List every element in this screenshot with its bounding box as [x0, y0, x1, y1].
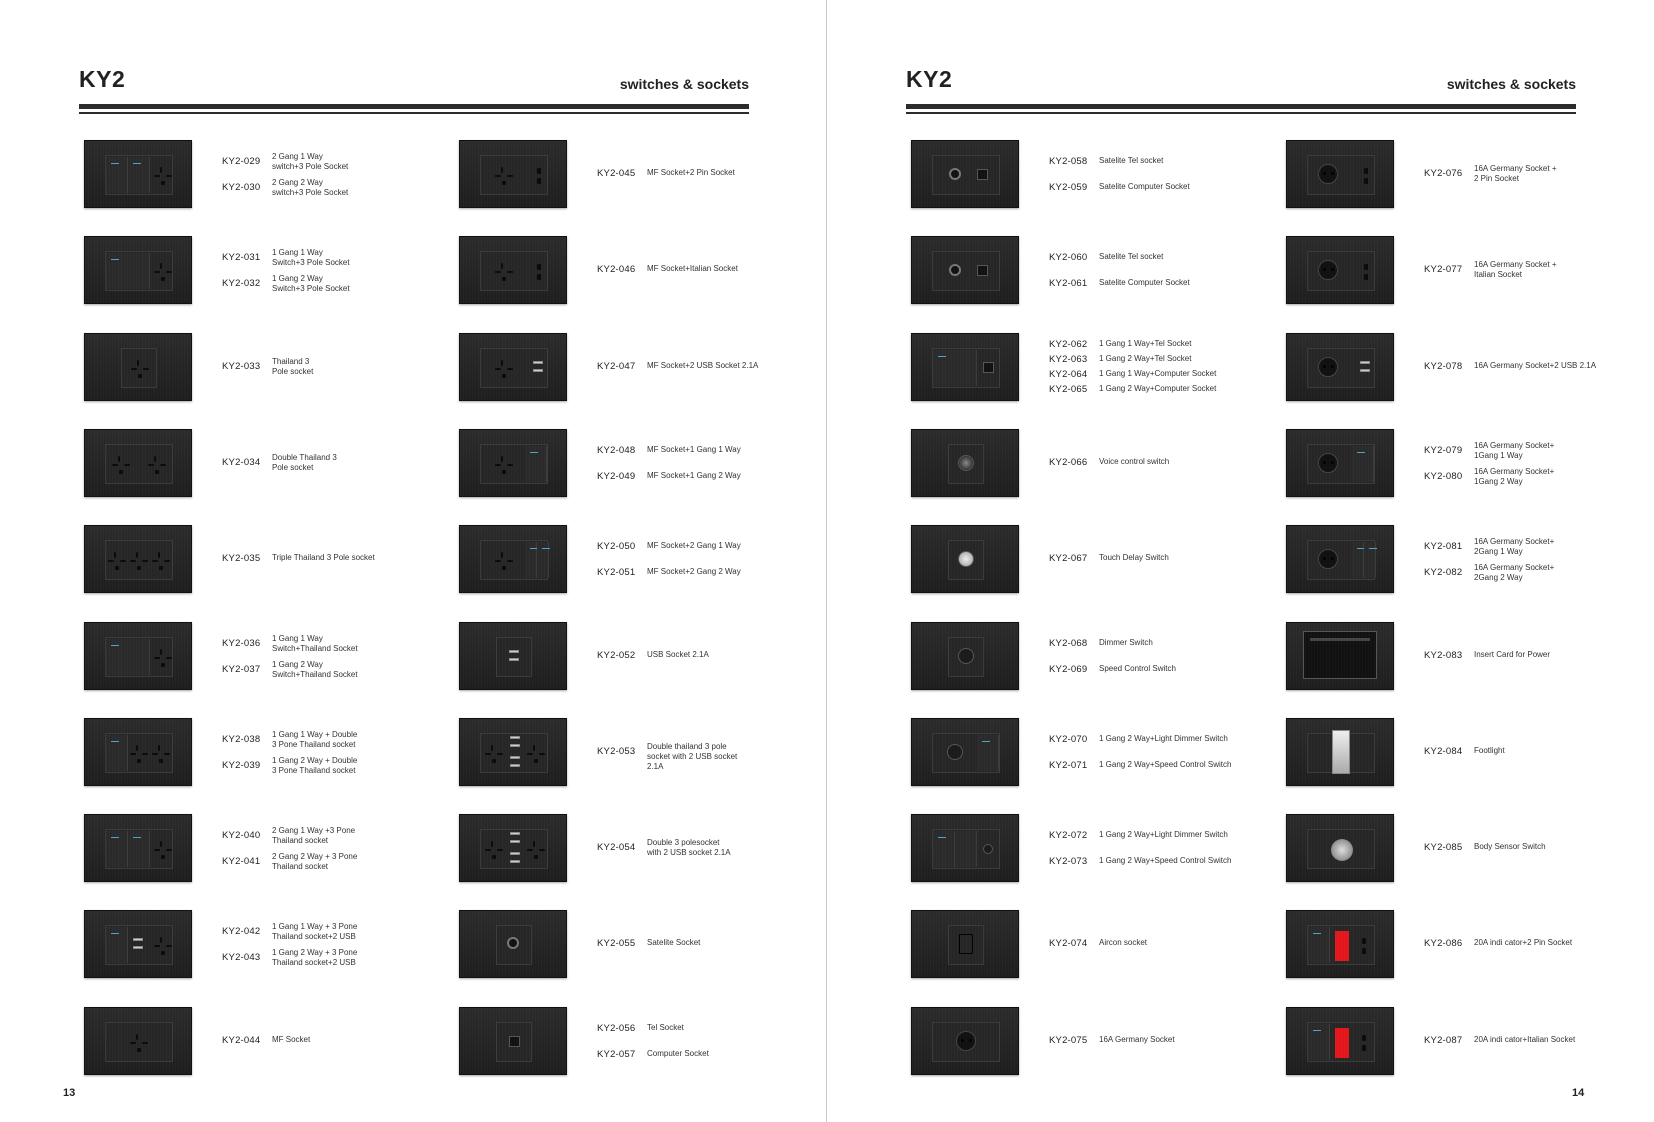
product-item — [84, 814, 424, 882]
header-rule-thin — [79, 112, 749, 114]
product-item — [84, 910, 424, 978]
product-description: MF Socket+2 Gang 1 Way — [647, 541, 741, 550]
product-item — [911, 718, 1251, 786]
product-row — [597, 471, 787, 482]
product-row — [1424, 842, 1614, 853]
product-item — [459, 429, 799, 497]
product-code: KY2-074 — [1049, 938, 1088, 949]
product-image — [84, 140, 192, 208]
product-item — [1286, 622, 1626, 690]
product-item — [459, 525, 799, 593]
product-item — [911, 333, 1251, 401]
product-code: KY2-041 — [222, 856, 261, 867]
product-image — [459, 333, 567, 401]
product-row — [597, 567, 787, 578]
product-description: MF Socket+2 Pin Socket — [647, 168, 735, 177]
product-item — [1286, 429, 1626, 497]
product-description: Computer Socket — [647, 1049, 709, 1058]
product-code: KY2-029 — [222, 156, 261, 167]
product-row — [222, 922, 412, 942]
product-row — [1049, 938, 1239, 949]
product-image — [911, 814, 1019, 882]
product-item — [911, 814, 1251, 882]
product-description: 1 Gang 1 Way + Double 3 Pone Thailand socket — [272, 730, 358, 749]
product-item — [459, 718, 799, 786]
product-description: 20A indi cator+2 Pin Socket — [1474, 938, 1573, 947]
product-row — [222, 852, 412, 872]
product-description: 1 Gang 2 Way+Computer Socket — [1099, 384, 1217, 393]
product-row — [597, 541, 787, 552]
product-description: 16A Germany Socket + 2 Pin Socket — [1474, 164, 1557, 183]
product-item — [911, 1007, 1251, 1075]
product-row — [1049, 252, 1239, 263]
product-description: Satelite Computer Socket — [1099, 278, 1190, 287]
product-code: KY2-066 — [1049, 457, 1088, 468]
product-description: 1 Gang 2 Way + 3 Pone Thailand socket+2 USB — [272, 948, 358, 967]
product-description: 1 Gang 2 Way+Speed Control Switch — [1099, 856, 1232, 865]
product-item — [1286, 236, 1626, 304]
product-code: KY2-039 — [222, 760, 261, 771]
product-row — [1424, 563, 1614, 583]
product-image — [911, 622, 1019, 690]
product-row — [1424, 260, 1614, 280]
product-description: Satelite Tel socket — [1099, 252, 1164, 261]
product-image — [84, 333, 192, 401]
product-image — [459, 236, 567, 304]
product-description: Aircon socket — [1099, 938, 1148, 947]
product-code: KY2-061 — [1049, 278, 1088, 289]
product-item — [911, 910, 1251, 978]
product-code: KY2-054 — [597, 842, 636, 853]
product-item — [459, 622, 799, 690]
product-item — [459, 333, 799, 401]
product-row — [222, 730, 412, 750]
product-image — [1286, 140, 1394, 208]
product-row — [597, 938, 787, 949]
product-description: Double Thailand 3 Pole socket — [272, 453, 337, 472]
product-description: Double thailand 3 pole socket with 2 USB socket 2.1A — [647, 742, 738, 771]
header-rule — [906, 104, 1576, 109]
product-code: KY2-087 — [1424, 1035, 1463, 1046]
product-code: KY2-030 — [222, 182, 261, 193]
product-row — [222, 634, 412, 654]
product-description: Satelite Tel socket — [1099, 156, 1164, 165]
product-description: Triple Thailand 3 Pole socket — [272, 553, 375, 562]
product-row — [1424, 164, 1614, 184]
product-description: 1 Gang 2 Way Switch+Thailand Socket — [272, 660, 358, 679]
product-row — [222, 948, 412, 968]
product-image — [911, 1007, 1019, 1075]
product-code: KY2-086 — [1424, 938, 1463, 949]
product-description: Insert Card for Power — [1474, 650, 1551, 659]
product-item — [1286, 1007, 1626, 1075]
product-row — [1424, 650, 1614, 661]
product-code: KY2-035 — [222, 553, 261, 564]
product-image — [84, 718, 192, 786]
page-number: 13 — [63, 1087, 76, 1099]
product-code: KY2-050 — [597, 541, 636, 552]
product-image — [911, 718, 1019, 786]
page-right — [827, 0, 1654, 1122]
product-item — [459, 236, 799, 304]
product-code: KY2-045 — [597, 168, 636, 179]
product-code: KY2-070 — [1049, 734, 1088, 745]
product-code: KY2-059 — [1049, 182, 1088, 193]
product-code: KY2-072 — [1049, 830, 1088, 841]
product-description: 1 Gang 2 Way+Tel Socket — [1099, 354, 1192, 363]
product-item — [84, 718, 424, 786]
product-row — [222, 1035, 412, 1046]
product-description: Voice control switch — [1099, 457, 1170, 466]
product-description: 16A Germany Socket + Italian Socket — [1474, 260, 1557, 279]
product-code: KY2-036 — [222, 638, 261, 649]
product-description: 2 Gang 1 Way +3 Pone Thailand socket — [272, 826, 356, 845]
product-row — [1049, 354, 1239, 365]
product-image — [911, 525, 1019, 593]
product-description: 16A Germany Socket+ 2Gang 2 Way — [1474, 563, 1555, 582]
product-item — [459, 140, 799, 208]
header-rule-thin — [906, 112, 1576, 114]
product-item — [459, 910, 799, 978]
product-row — [222, 274, 412, 294]
product-description: 2 Gang 2 Way switch+3 Pole Socket — [272, 178, 349, 197]
product-code: KY2-052 — [597, 650, 636, 661]
product-description: 16A Germany Socket+ 2Gang 1 Way — [1474, 537, 1555, 556]
product-row — [1424, 537, 1614, 557]
product-item — [1286, 718, 1626, 786]
product-description: 1 Gang 2 Way + Double 3 Pone Thailand socket — [272, 756, 358, 775]
product-description: Touch Delay Switch — [1099, 553, 1169, 562]
product-item — [84, 429, 424, 497]
product-row — [222, 553, 412, 564]
product-item — [84, 525, 424, 593]
product-row — [1424, 467, 1614, 487]
product-code: KY2-078 — [1424, 361, 1463, 372]
product-row — [1049, 278, 1239, 289]
product-code: KY2-040 — [222, 830, 261, 841]
brand-title: KY2 — [906, 66, 953, 92]
product-row — [222, 357, 412, 377]
product-item — [84, 333, 424, 401]
product-row — [597, 264, 787, 275]
product-code: KY2-047 — [597, 361, 636, 372]
product-code: KY2-048 — [597, 445, 636, 456]
product-code: KY2-034 — [222, 457, 261, 468]
product-row — [1424, 361, 1614, 372]
product-row — [222, 152, 412, 172]
product-description: Thailand 3 Pole socket — [272, 357, 314, 376]
product-row — [222, 248, 412, 268]
product-code: KY2-062 — [1049, 339, 1088, 350]
product-description: 2 Gang 2 Way + 3 Pone Thailand socket — [272, 852, 358, 871]
product-row — [597, 742, 787, 772]
product-description: 1 Gang 1 Way Switch+Thailand Socket — [272, 634, 358, 653]
product-row — [1424, 441, 1614, 461]
product-code: KY2-056 — [597, 1023, 636, 1034]
product-description: 2 Gang 1 Way switch+3 Pole Socket — [272, 152, 349, 171]
product-image — [459, 622, 567, 690]
product-code: KY2-075 — [1049, 1035, 1088, 1046]
product-description: MF Socket+2 Gang 2 Way — [647, 567, 741, 576]
product-code: KY2-046 — [597, 264, 636, 275]
product-description: Body Sensor Switch — [1474, 842, 1546, 851]
product-row — [222, 660, 412, 680]
product-description: MF Socket+2 USB Socket 2.1A — [647, 361, 759, 370]
product-row — [1049, 553, 1239, 564]
product-image — [1286, 718, 1394, 786]
product-item — [459, 814, 799, 882]
product-code: KY2-038 — [222, 734, 261, 745]
product-row — [597, 838, 787, 858]
product-image — [84, 525, 192, 593]
product-image — [459, 814, 567, 882]
product-code: KY2-067 — [1049, 553, 1088, 564]
product-row — [1049, 856, 1239, 867]
product-row — [597, 168, 787, 179]
product-item — [1286, 525, 1626, 593]
section-title: switches & sockets — [619, 76, 749, 92]
product-code: KY2-043 — [222, 952, 261, 963]
product-row — [1424, 746, 1614, 757]
product-image — [911, 140, 1019, 208]
product-row — [597, 650, 787, 661]
header-rule — [79, 104, 749, 109]
product-row — [1049, 734, 1239, 745]
product-description: MF Socket — [272, 1035, 311, 1044]
product-item — [911, 140, 1251, 208]
product-row — [1049, 156, 1239, 167]
product-image — [911, 910, 1019, 978]
product-code: KY2-073 — [1049, 856, 1088, 867]
product-item — [84, 622, 424, 690]
product-code: KY2-049 — [597, 471, 636, 482]
product-image — [459, 1007, 567, 1075]
product-code: KY2-069 — [1049, 664, 1088, 675]
product-code: KY2-044 — [222, 1035, 261, 1046]
product-item — [84, 236, 424, 304]
product-description: MF Socket+1 Gang 1 Way — [647, 445, 741, 454]
product-image — [459, 910, 567, 978]
product-description: 20A indi cator+Italian Socket — [1474, 1035, 1576, 1044]
product-item — [1286, 814, 1626, 882]
product-image — [1286, 910, 1394, 978]
product-row — [1049, 1035, 1239, 1046]
product-description: Tel Socket — [647, 1023, 684, 1032]
product-image — [84, 1007, 192, 1075]
product-image — [459, 140, 567, 208]
product-description: Footlight — [1474, 746, 1505, 755]
product-image — [459, 718, 567, 786]
product-code: KY2-058 — [1049, 156, 1088, 167]
product-image — [84, 622, 192, 690]
product-image — [1286, 525, 1394, 593]
product-row — [1049, 457, 1239, 468]
product-image — [459, 525, 567, 593]
product-row — [222, 453, 412, 473]
product-image — [459, 429, 567, 497]
product-description: USB Socket 2.1A — [647, 650, 709, 659]
product-code: KY2-080 — [1424, 471, 1463, 482]
product-code: KY2-068 — [1049, 638, 1088, 649]
product-code: KY2-076 — [1424, 168, 1463, 179]
product-code: KY2-064 — [1049, 369, 1088, 380]
product-code: KY2-063 — [1049, 354, 1088, 365]
product-item — [911, 525, 1251, 593]
product-code: KY2-079 — [1424, 445, 1463, 456]
product-description: 1 Gang 1 Way Switch+3 Pole Socket — [272, 248, 350, 267]
product-code: KY2-077 — [1424, 264, 1463, 275]
product-description: 1 Gang 2 Way Switch+3 Pole Socket — [272, 274, 350, 293]
product-item — [1286, 910, 1626, 978]
product-row — [1424, 938, 1614, 949]
product-description: 1 Gang 1 Way+Computer Socket — [1099, 369, 1217, 378]
product-code: KY2-084 — [1424, 746, 1463, 757]
product-item — [911, 236, 1251, 304]
product-code: KY2-042 — [222, 926, 261, 937]
product-item — [1286, 140, 1626, 208]
product-image — [1286, 622, 1394, 690]
product-row — [1049, 664, 1239, 675]
product-code: KY2-081 — [1424, 541, 1463, 552]
product-image — [84, 814, 192, 882]
product-image — [1286, 814, 1394, 882]
product-row — [597, 1049, 787, 1060]
product-row — [1049, 182, 1239, 193]
product-description: 1 Gang 2 Way+Light Dimmer Switch — [1099, 734, 1228, 743]
product-row — [222, 826, 412, 846]
product-code: KY2-082 — [1424, 567, 1463, 578]
product-image — [84, 236, 192, 304]
product-item — [911, 429, 1251, 497]
product-row — [222, 756, 412, 776]
product-image — [911, 236, 1019, 304]
product-image — [911, 429, 1019, 497]
product-image — [84, 910, 192, 978]
product-row — [1049, 339, 1239, 350]
product-row — [1049, 638, 1239, 649]
page-number: 14 — [1572, 1087, 1585, 1099]
product-code: KY2-085 — [1424, 842, 1463, 853]
product-image — [84, 429, 192, 497]
product-description: MF Socket+Italian Socket — [647, 264, 738, 273]
product-description: 16A Germany Socket+ 1Gang 1 Way — [1474, 441, 1555, 460]
product-image — [1286, 236, 1394, 304]
product-row — [1049, 384, 1239, 395]
product-description: Speed Control Switch — [1099, 664, 1176, 673]
product-image — [1286, 429, 1394, 497]
product-code: KY2-037 — [222, 664, 261, 675]
product-row — [1049, 760, 1239, 771]
product-code: KY2-051 — [597, 567, 636, 578]
product-code: KY2-055 — [597, 938, 636, 949]
product-code: KY2-083 — [1424, 650, 1463, 661]
brand-title: KY2 — [79, 66, 126, 92]
product-description: 16A Germany Socket — [1099, 1035, 1175, 1044]
product-code: KY2-031 — [222, 252, 261, 263]
product-row — [1424, 1035, 1614, 1046]
product-item — [459, 1007, 799, 1075]
product-description: MF Socket+1 Gang 2 Way — [647, 471, 741, 480]
product-description: 16A Germany Socket+ 1Gang 2 Way — [1474, 467, 1555, 486]
product-code: KY2-071 — [1049, 760, 1088, 771]
product-item — [84, 140, 424, 208]
product-row — [222, 178, 412, 198]
product-item — [1286, 333, 1626, 401]
product-description: 16A Germany Socket+2 USB 2.1A — [1474, 361, 1597, 370]
product-code: KY2-065 — [1049, 384, 1088, 395]
product-image — [1286, 1007, 1394, 1075]
product-code: KY2-032 — [222, 278, 261, 289]
product-row — [597, 445, 787, 456]
product-description: 1 Gang 2 Way+Speed Control Switch — [1099, 760, 1232, 769]
product-item — [84, 1007, 424, 1075]
product-description: 1 Gang 1 Way+Tel Socket — [1099, 339, 1192, 348]
product-code: KY2-060 — [1049, 252, 1088, 263]
product-code: KY2-053 — [597, 746, 636, 757]
product-row — [1049, 369, 1239, 380]
product-row — [1049, 830, 1239, 841]
product-image — [1286, 333, 1394, 401]
section-title: switches & sockets — [1446, 76, 1576, 92]
product-description: Satelite Socket — [647, 938, 701, 947]
product-code: KY2-033 — [222, 361, 261, 372]
product-description: Double 3 polesocket with 2 USB socket 2.1A — [647, 838, 731, 857]
product-row — [597, 361, 787, 372]
product-code: KY2-057 — [597, 1049, 636, 1060]
product-image — [911, 333, 1019, 401]
product-description: Satelite Computer Socket — [1099, 182, 1190, 191]
product-description: 1 Gang 2 Way+Light Dimmer Switch — [1099, 830, 1228, 839]
product-row — [597, 1023, 787, 1034]
product-description: Dimmer Switch — [1099, 638, 1153, 647]
product-description: 1 Gang 1 Way + 3 Pone Thailand socket+2 USB — [272, 922, 358, 941]
product-item — [911, 622, 1251, 690]
